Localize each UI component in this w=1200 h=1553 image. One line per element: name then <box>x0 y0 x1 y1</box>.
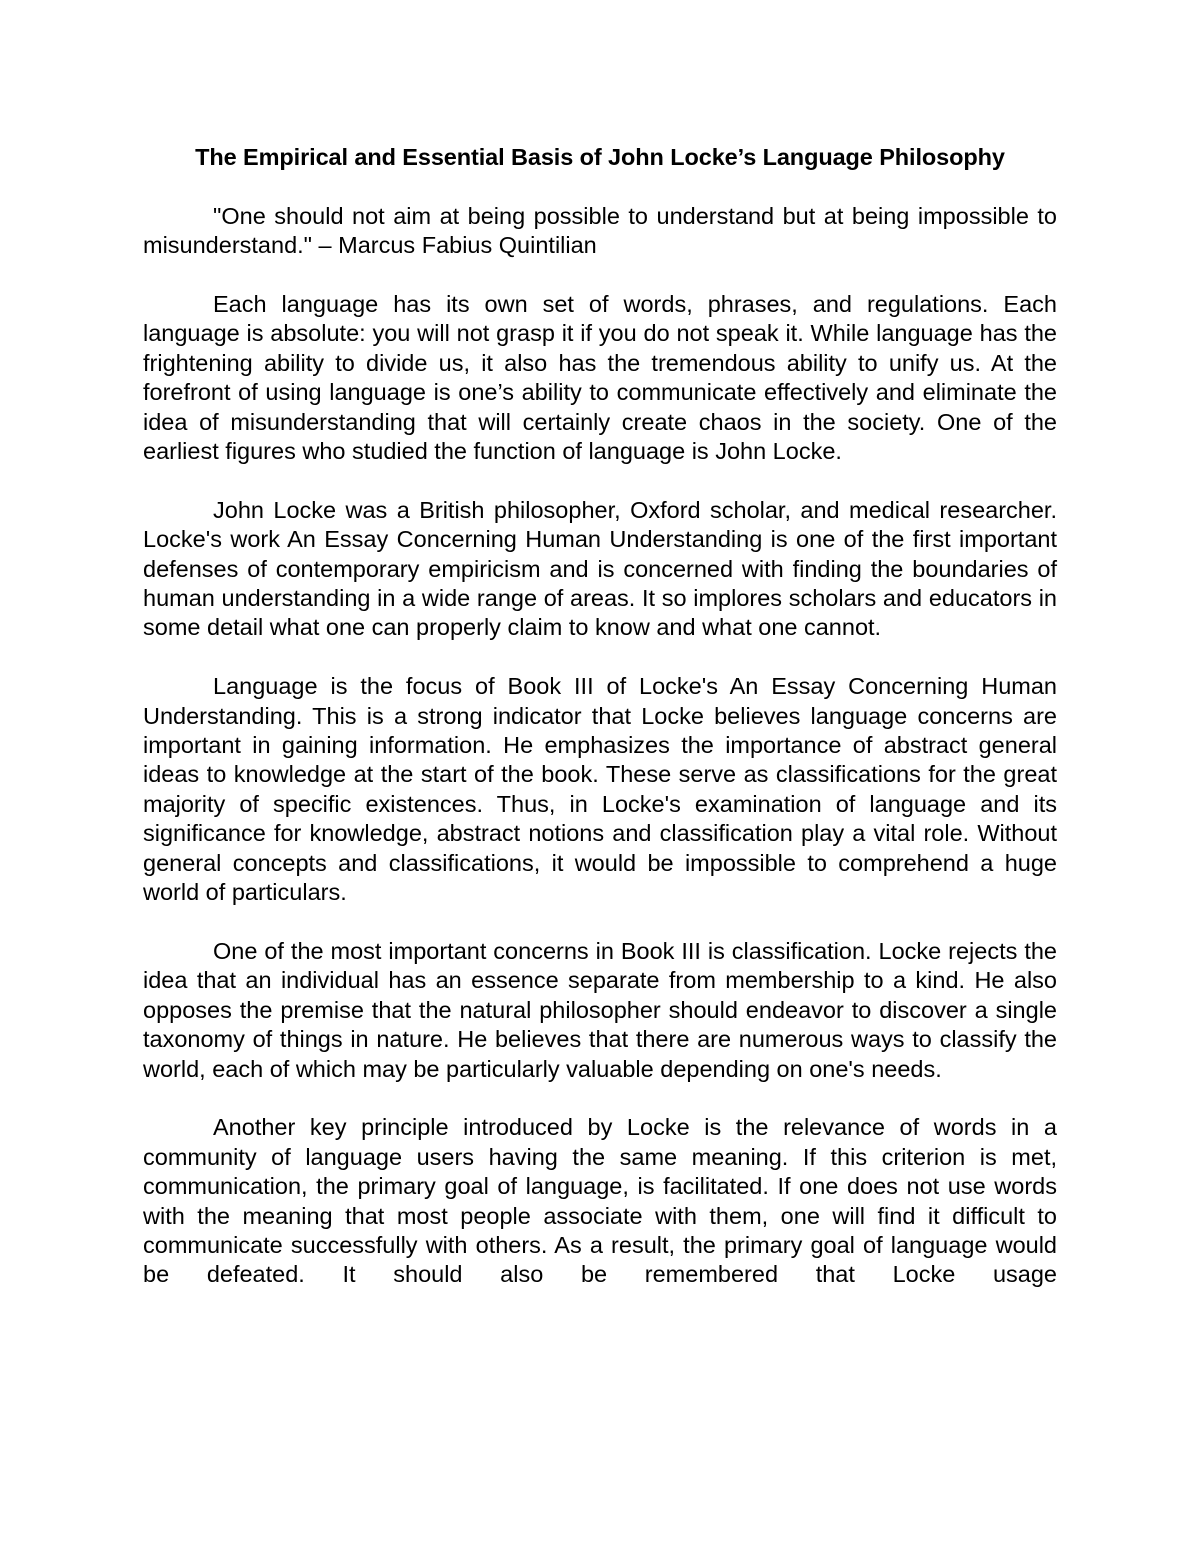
document-title: The Empirical and Essential Basis of John Locke’s Language Philosophy <box>195 144 1005 170</box>
paragraph-shared-meaning: Another key principle introduced by Locke is the relevance of words in a community of language users having the same meaning. If this criterion is met, communication, the primary goal of language, is facilitated. If one does not use words with the meaning that most people associate with them, one will find it difficult to communicate successfully with others. As a result, the primary goal of language would be defeated. It should also be remembered that Locke usage <box>143 1114 1057 1288</box>
epigraph <box>143 202 1057 261</box>
paragraph-classification: One of the most important concerns in Book III is classification. Locke rejects the idea that an individual has an essence separate from membership to a kind. He also opposes the premise that the natural philosopher should endeavor to discover a single taxonomy of things in nature. He believes that there are numerous ways to classify the world, each of which may be particularly valuable depending on one's needs. <box>143 937 1057 1082</box>
epigraph-attribution: – Marcus Fabius Quintilian <box>312 232 597 259</box>
paragraph-language-intro: Each language has its own set of words, phrases, and regulations. Each language is absolute: you will not grasp it if you do not speak it. While language has the frightening ability to divide us, it also has the tremendous ability to unify us. At the forefront of using language is one’s ability to communicate effectively and eliminate the idea of misunderstanding that will certainly create chaos in the society. One of the earliest figures who studied the function of language is John Locke. <box>143 291 1057 465</box>
paragraph-locke-biography: John Locke was a British philosopher, Oxford scholar, and medical researcher. Locke's work An Essay Concerning Human Understanding is one of the first important defenses of contemporary empiricism and is concerned with finding the boundaries of human understanding in a wide range of areas. It so implores scholars and educators in some detail what one can properly claim to know and what one cannot. <box>143 496 1057 641</box>
epigraph-quote: "One should not aim at being possible to understand but at being impossible to misunderstand." <box>143 202 1057 259</box>
document-body <box>143 143 1057 1290</box>
paragraph-book-three-focus: Language is the focus of Book III of Locke's An Essay Concerning Human Understanding. This is a strong indicator that Locke believes language concerns are important in gaining information. He emphasizes the importance of abstract general ideas to knowledge at the start of the book. These serve as classifications for the great majority of specific existences. Thus, in Locke's examination of language and its significance for knowledge, abstract notions and classification play a vital role. Without general concepts and classifications, it would be impossible to comprehend a huge world of particulars. <box>143 673 1057 906</box>
